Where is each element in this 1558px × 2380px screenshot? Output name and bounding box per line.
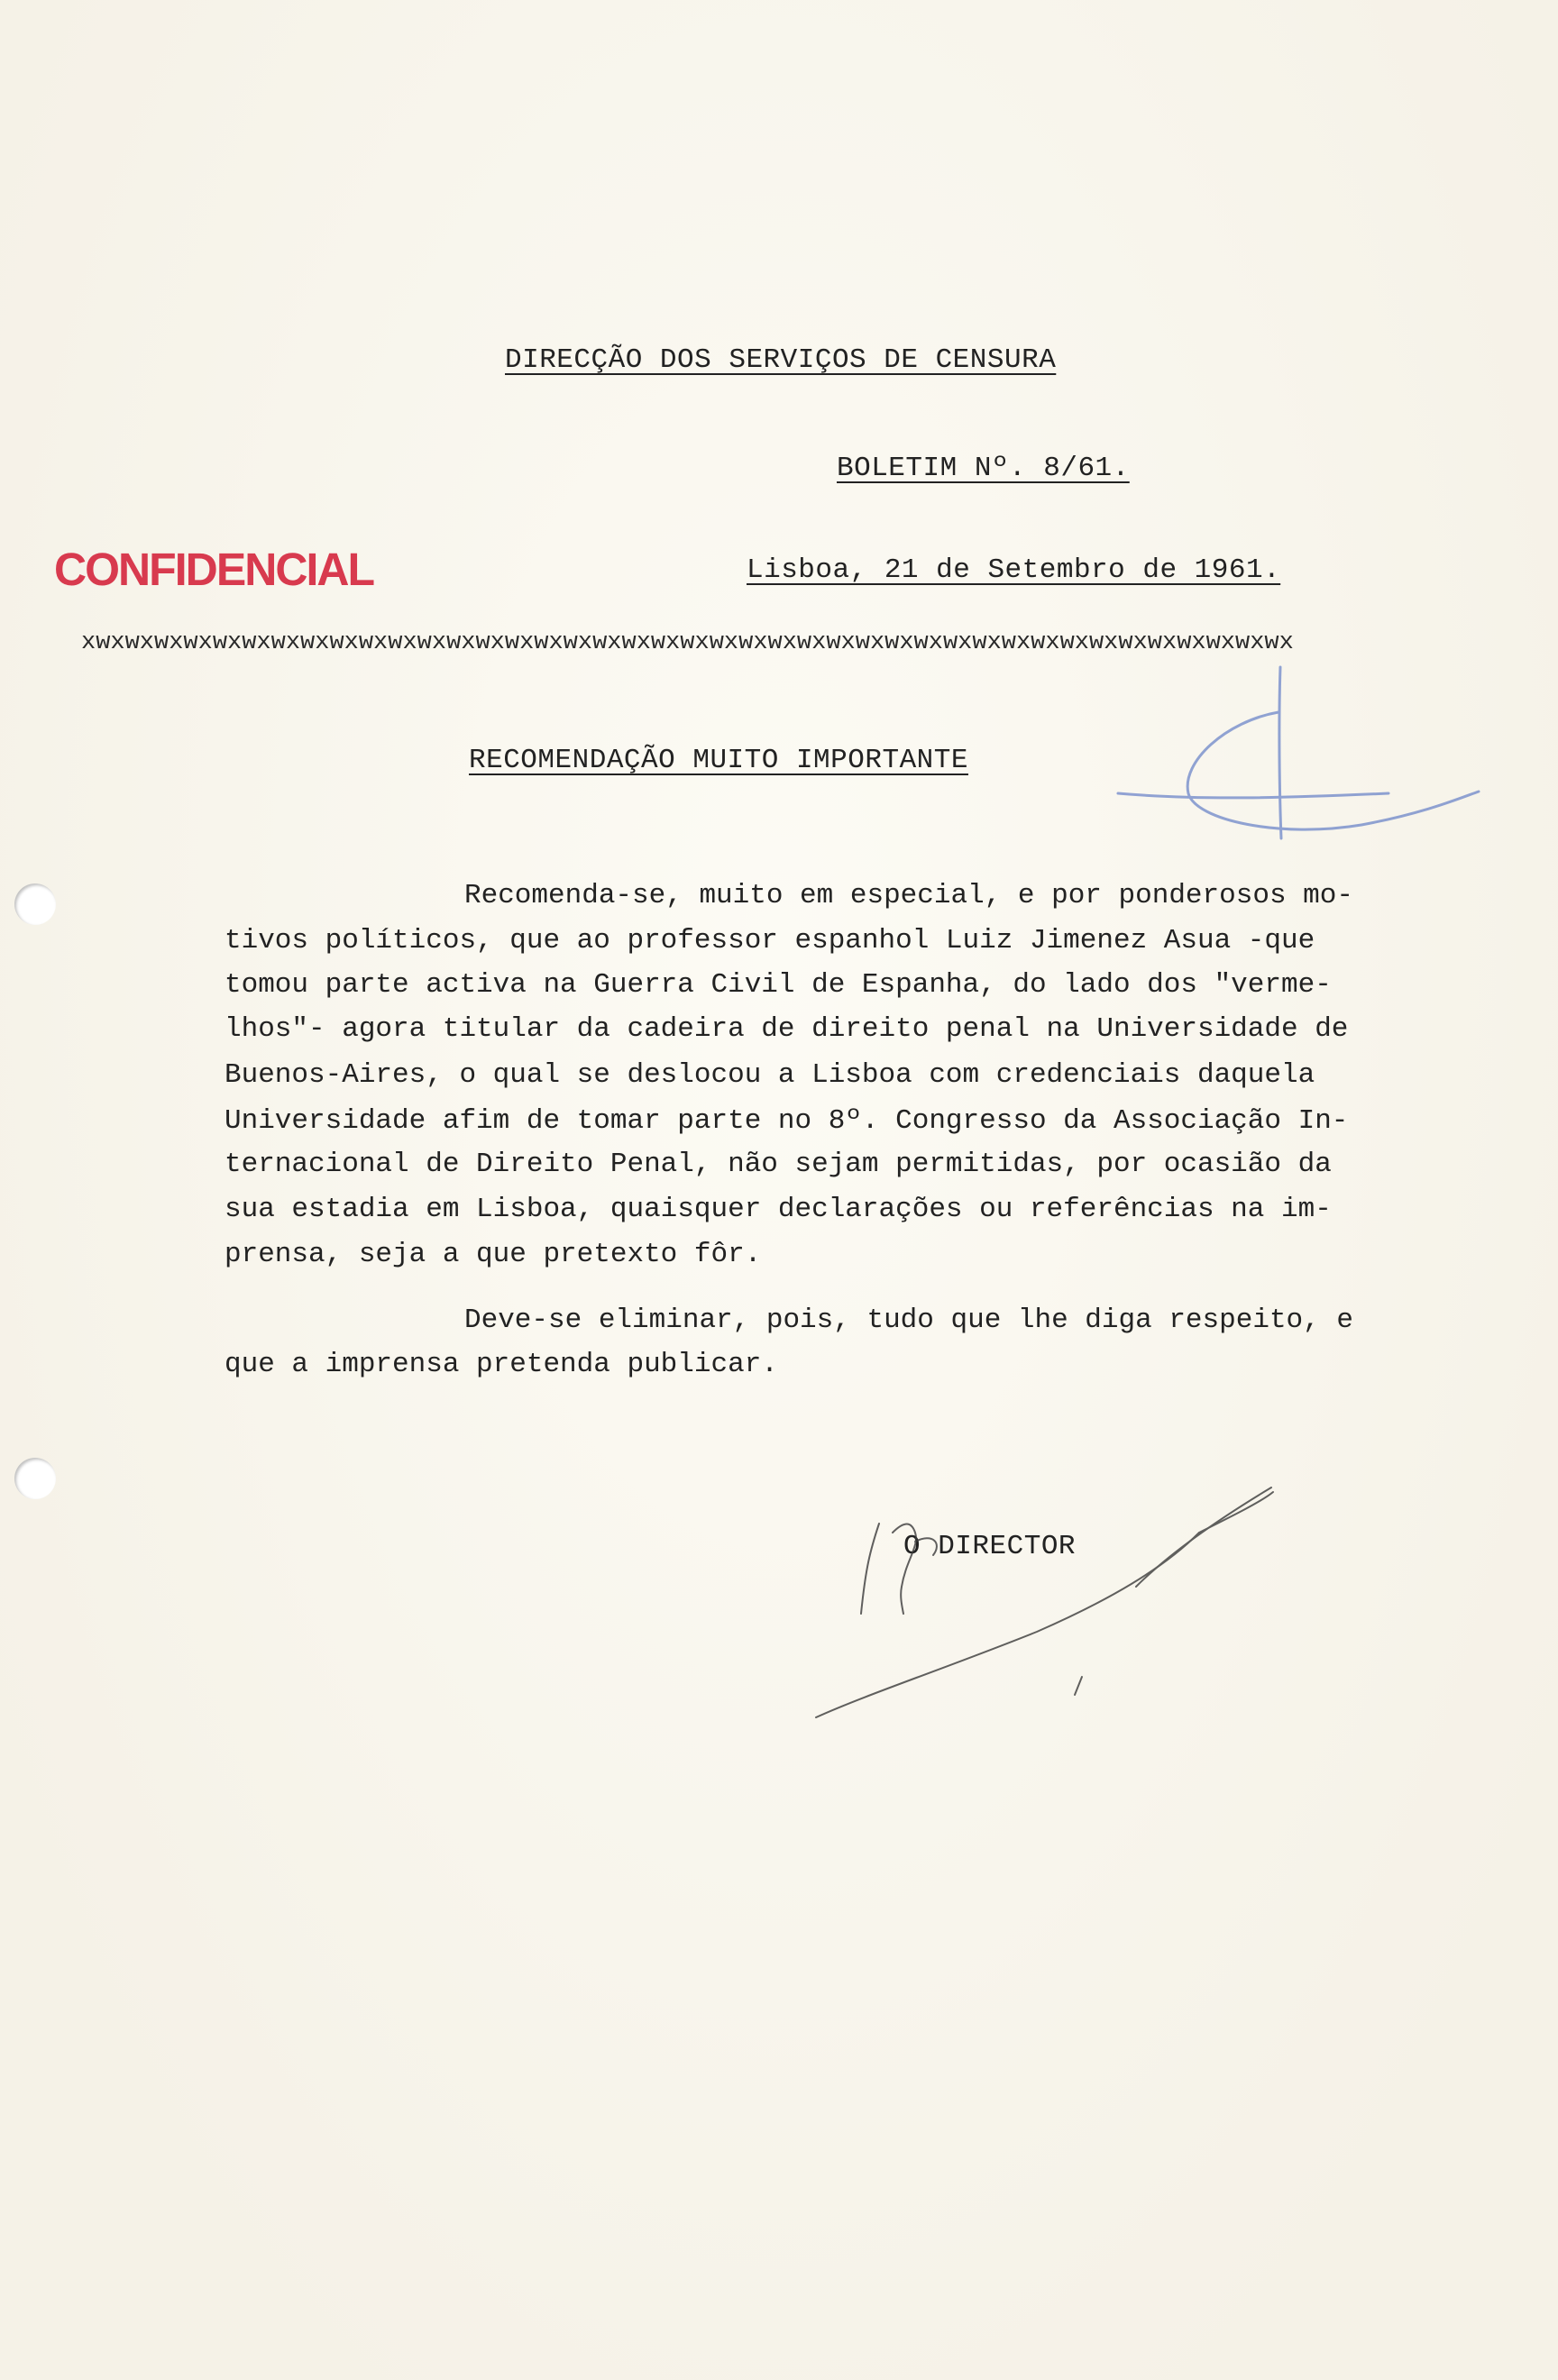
- paragraph-line: Buenos-Aires, o qual se deslocou a Lisboa com credenciais daquela: [225, 1059, 1315, 1091]
- blue-pen-mark: [1118, 667, 1479, 838]
- bulletin-number: BOLETIM Nº. 8/61.: [837, 453, 1130, 484]
- paragraph-line: Universidade afim de tomar parte no 8º. Congresso da Associação In-: [225, 1105, 1349, 1137]
- place-and-date: Lisboa, 21 de Setembro de 1961.: [747, 554, 1281, 586]
- director-signature: [816, 1488, 1273, 1717]
- paragraph-line: lhos"- agora titular da cadeira de direito penal na Universidade de: [225, 1013, 1349, 1045]
- paragraph-line: tivos políticos, que ao professor espanhol Luiz Jimenez Asua -que: [225, 925, 1315, 957]
- paragraph-line: sua estadia em Lisboa, quaisquer declarações ou referências na im-: [225, 1194, 1332, 1225]
- signatory-title: O DIRECTOR: [903, 1531, 1077, 1562]
- typed-separator-line: xwxwxwxwxwxwxwxwxwxwxwxwxwxwxwxwxwxwxwxwxwxwxwxwxwxwxwxwxwxwxwxwxwxwxwxwxwxwxwxwxwx: [81, 629, 1294, 656]
- office-heading: DIRECÇÃO DOS SERVIÇOS DE CENSURA: [505, 344, 1057, 376]
- paragraph-line: Deve-se eliminar, pois, tudo que lhe diga respeito, e: [464, 1304, 1353, 1336]
- paragraph-line: ternacional de Direito Penal, não sejam permitidas, por ocasião da: [225, 1149, 1332, 1180]
- paragraph-line: Recomenda-se, muito em especial, e por ponderosos mo-: [464, 880, 1353, 911]
- paragraph-line: que a imprensa pretenda publicar.: [225, 1349, 778, 1380]
- paragraph-line: prensa, seja a que pretexto fôr.: [225, 1239, 762, 1270]
- document-title: RECOMENDAÇÃO MUITO IMPORTANTE: [469, 745, 968, 776]
- paragraph-line: tomou parte activa na Guerra Civil de Espanha, do lado dos "verme-: [225, 969, 1332, 1001]
- confidential-stamp: CONFIDENCIAL: [54, 544, 374, 595]
